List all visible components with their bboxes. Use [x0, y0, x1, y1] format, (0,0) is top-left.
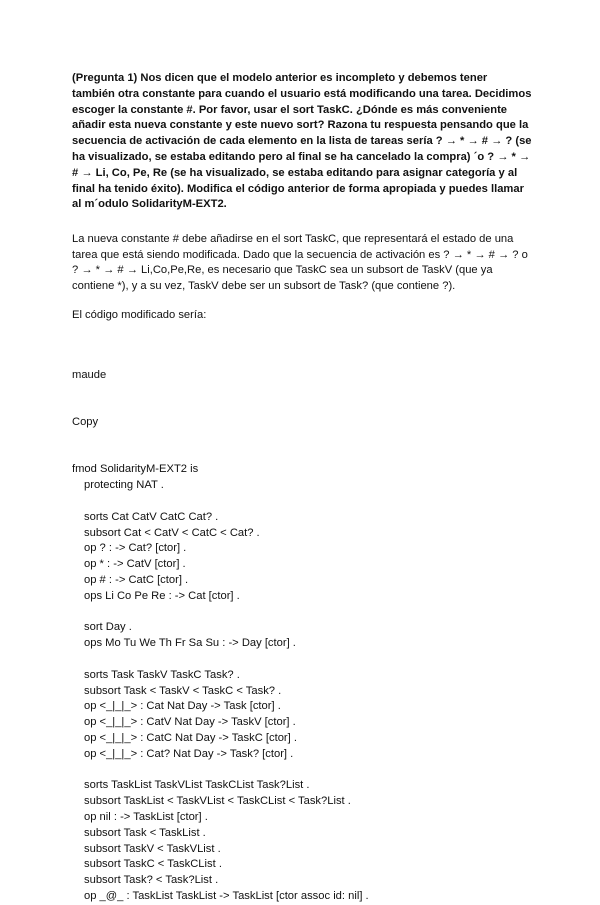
code-line: op <_|_|_> : Cat? Nat Day -> Task? [ctor] . — [84, 747, 294, 760]
code-line: subsort Cat < CatV < CatC < Cat? . — [84, 526, 260, 539]
code-line: subsort Task < TaskV < TaskC < Task? . — [84, 684, 282, 697]
code-line: subsort TaskV < TaskVList . — [84, 842, 221, 855]
code-line: protecting NAT . — [84, 479, 164, 492]
code-line — [72, 652, 532, 668]
code-line: op nil : -> TaskList [ctor] . — [84, 810, 208, 823]
code-line: op # : -> CatC [ctor] . — [84, 573, 189, 586]
code-language-label: maude — [72, 368, 107, 381]
code-line: op * : -> CatV [ctor] . — [84, 558, 186, 571]
answer-paragraph: La nueva constante # debe añadirse en el sort TaskC, que representará el estado de una tarea que está siendo modificada. Dado que la secuencia de activación es ? → * → # → ? o ? → * → # → Li,Co,Pe,Re, es necesario que TaskC sea un subsort de TaskV (que ya contiene *), y a su vez, TaskV debe ser un subsort de Task? (que contiene ?). — [72, 233, 528, 292]
question-block — [72, 71, 532, 213]
code-line: op <_|_|_> : Cat Nat Day -> Task [ctor] . — [84, 700, 281, 713]
code-line: fmod SolidarityM-EXT2 is — [72, 463, 199, 476]
code-line: subsort Task < TaskList . — [84, 826, 206, 839]
code-line: subsort TaskC < TaskCList . — [84, 858, 222, 871]
code-line: op _@_ : TaskList TaskList -> TaskList [ctor assoc id: nil] . — [84, 889, 369, 902]
code-line: ops Li Co Pe Re : -> Cat [ctor] . — [84, 589, 240, 602]
code-line: op ? : -> Cat? [ctor] . — [84, 542, 187, 555]
code-line — [72, 605, 532, 621]
code-intro: El código modificado sería: — [72, 309, 207, 321]
question-text: (Pregunta 1) Nos dicen que el modelo anterior es incompleto y debemos tener también otra constante para cuando el usuario está modificando una tarea. Decidimos escoger la constante #. Por favor, usar el sort TaskC. ¿Dónde es más conveniente añadir esta nueva constante y este nuevo sort? Razona tu respuesta pensando que la secuencia de activación de cada elemento en la lista de tareas sería ? → * → # → ? (se ha visualizado, se estaba editando pero al final se ha cancelado la compra) ´o ? → * → # → Li, Co, Pe, Re (se ha visualizado, se estaba editando para asignar categoría y al final ha tenido éxito). Modifica el código anterior de forma apropiada y puedes llamar al m´odulo SolidarityM-EXT2. — [72, 72, 532, 211]
code-line: sorts Task TaskV TaskC Task? . — [84, 668, 240, 681]
code-line: op <_|_|_> : CatC Nat Day -> TaskC [ctor] . — [84, 731, 297, 744]
code-line — [72, 763, 532, 779]
code-line: sorts Cat CatV CatC Cat? . — [84, 510, 219, 523]
code-line: subsort Task? < Task?List . — [84, 874, 219, 887]
copy-button[interactable]: Copy — [72, 415, 99, 428]
code-line — [72, 494, 532, 510]
answer-block — [72, 232, 532, 294]
code-block — [72, 336, 532, 905]
code-line: sorts TaskList TaskVList TaskCList Task?List . — [84, 779, 310, 792]
code-line: op <_|_|_> : CatV Nat Day -> TaskV [ctor] . — [84, 716, 296, 729]
code-line: ops Mo Tu We Th Fr Sa Su : -> Day [ctor] . — [84, 637, 296, 650]
code-line: subsort TaskList < TaskVList < TaskCList < Task?List . — [84, 795, 351, 808]
code-line: sort Day . — [84, 621, 132, 634]
